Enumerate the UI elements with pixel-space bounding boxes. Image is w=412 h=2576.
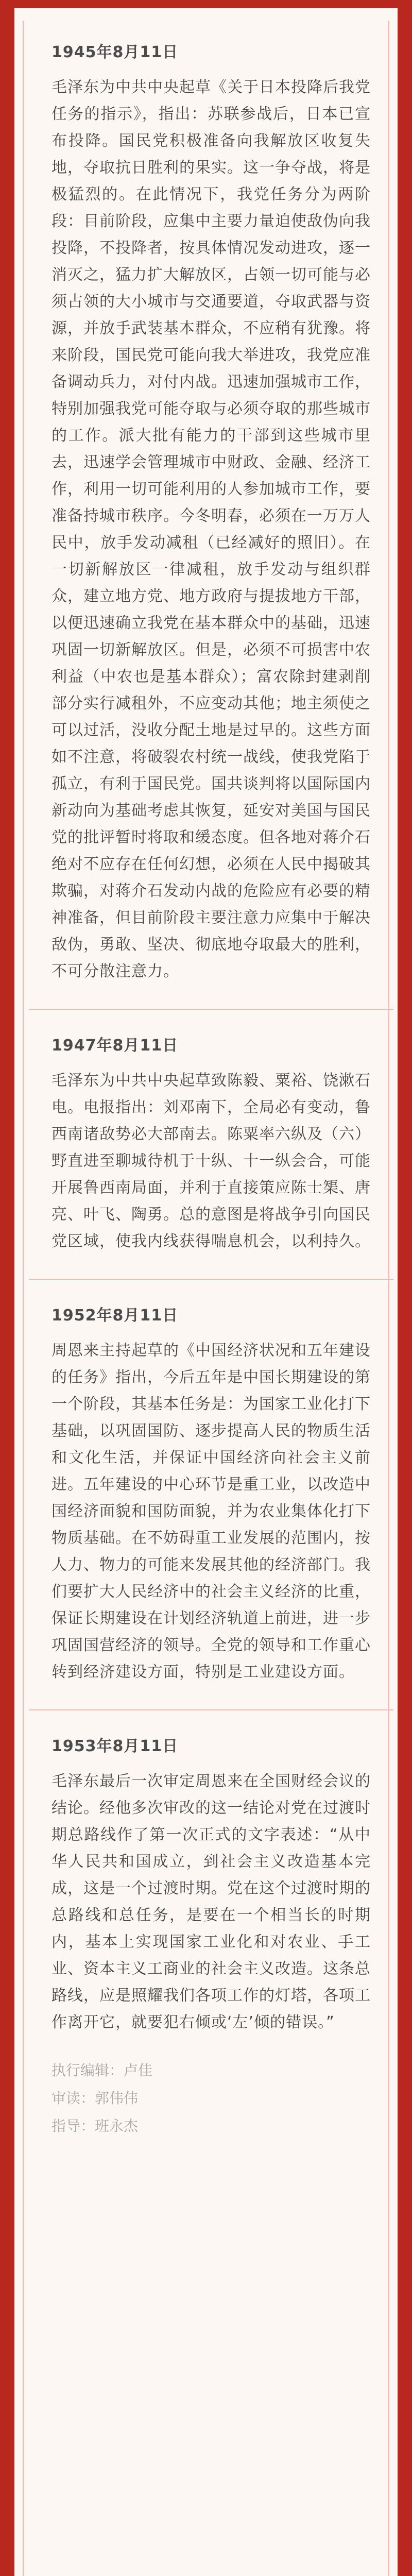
entry-1947 <box>52 1032 371 1255</box>
credit-editor <box>52 2057 371 2084</box>
credit-name: 卢佳 <box>124 2062 153 2079</box>
credit-label: 执行编辑： <box>52 2062 124 2079</box>
entry-1952 <box>52 1302 371 1686</box>
entry-text: 周恩来主持起草的《中国经济状况和五年建设的任务》指出，今后五年是中国长期建设的第一个阶段，其基本任务是：为国家工业化打下基础，以巩固国防、逐步提高人民的物质生活和文化生活，并保证中国经济向社会主义前进。五年建设的中心环节是重工业，以改造中国经济面貌和国防面貌，并为农业集体化打下物质基础。在不妨碍重工业发展的范围内，按人力、物力的可能来发展其他的经济部门。我们要扩大人民经济中的社会主义经济的比重，保证长期建设在计划经济轨道上前进，进一步巩固国营经济的领导。全党的领导和工作重心转到经济建设方面，特别是工业建设方面。 <box>52 1342 371 1681</box>
entry-text: 毛泽东为中共中央起草致陈毅、粟裕、饶漱石电。电报指出：刘邓南下，全局必有变动，鲁西南诸敌势必大部南去。陈粟率六纵及（六）野直进至聊城待机于十纵、十一纵会合，可能开展鲁西南局面，并利于直接策应陈士榘、唐亮、叶飞、陶勇。总的意图是将战争引向国民党区域，使我内线获得喘息机会，以利持久。 <box>52 1072 371 1250</box>
entry-1945 <box>52 39 371 985</box>
section-divider <box>29 1009 393 1010</box>
entry-text: 毛泽东最后一次审定周恩来在全国财经会议的结论。经他多次审改的这一结论对党在过渡时期总路线作了第一次正式的文字表述：“从中华人民共和国成立，到社会主义改造基本完成，这是一个过渡时期。党在这个过渡时期的总路线和总任务，是要在一个相当长的时期内，基本上实现国家工业化和对农业、手工业、资本主义工商业的社会主义改造。这条总路线，应是照耀我们各项工作的灯塔，各项工作离开它，就要犯右倾或‘左’倾的错误。” <box>52 1772 371 2031</box>
entry-date: 1953年8月11日 <box>52 1737 179 1755</box>
entry-date: 1952年8月11日 <box>52 1307 179 1325</box>
credit-label: 指导： <box>52 2117 95 2134</box>
credit-reviewer <box>52 2084 371 2112</box>
credits <box>52 2057 371 2140</box>
credit-advisor <box>52 2112 371 2140</box>
section-divider <box>29 1279 393 1280</box>
article-frame <box>14 8 398 2576</box>
article-content <box>52 39 371 2140</box>
credit-name: 郭伟伟 <box>95 2090 139 2107</box>
section-divider <box>29 1709 393 1710</box>
entry-date: 1947年8月11日 <box>52 1037 179 1055</box>
entry-1953 <box>52 1733 371 2036</box>
entry-date: 1945年8月11日 <box>52 43 179 61</box>
credit-label: 审读： <box>52 2090 95 2107</box>
entry-text: 毛泽东为中共中央起草《关于日本投降后我党任务的指示》，指出：苏联参战后，日本已宣布投降。国民党积极准备向我解放区收复失地，夺取抗日胜利的果实。这一争夺战，将是极猛烈的。在此情况下，我党任务分为两阶段：目前阶段，应集中主要力量迫使敌伪向我投降，不投降者，按具体情况发动进攻，逐一消灭之，猛力扩大解放区，占领一切可能与必须占领的大小城市与交通要道，夺取武器与资源，并放手武装基本群众，不应稍有犹豫。将来阶段，国民党可能向我大举进攻，我党应准备调动兵力，对付内战。迅速加强城市工作，特别加强我党可能夺取与必须夺取的那些城市的工作。派大批有能力的干部到这些城市里去，迅速学会管理城市中财政、金融、经济工作，利用一切可能利用的人参加城市工作，要准备持城市秩序。今冬明春，必须在一万万人民中，放手发动减租（已经减好的照旧）。在一切新解放区一律减租，放手发动与组织群众，建立地方党、地方政府与提拔地方干部，以便迅速确立我党在基本群众中的基础，迅速巩固一切新解放区。但是，必须不可损害中农利益（中农也是基本群众）；富农除封建剥削部分实行减租外，不应变动其他；地主须使之可以过活，没收分配土地是过早的。这些方面如不注意，将破裂农村统一战线，使我党陷于孤立，有利于国民党。国共谈判将以国际国内新动向为基础考虑其恢复，延安对美国与国民党的批评暂时将取和缓态度。但各地对蒋介石绝对不应存在任何幻想，必须在人民中揭破其欺骗，对蒋介石发动内战的危险应有必要的精神准备，但目前阶段主要注意力应集中于解决敌伪，勇敢、坚决、彻底地夺取最大的胜利，不可分散注意力。 <box>52 78 371 980</box>
credit-name: 班永杰 <box>95 2117 139 2134</box>
